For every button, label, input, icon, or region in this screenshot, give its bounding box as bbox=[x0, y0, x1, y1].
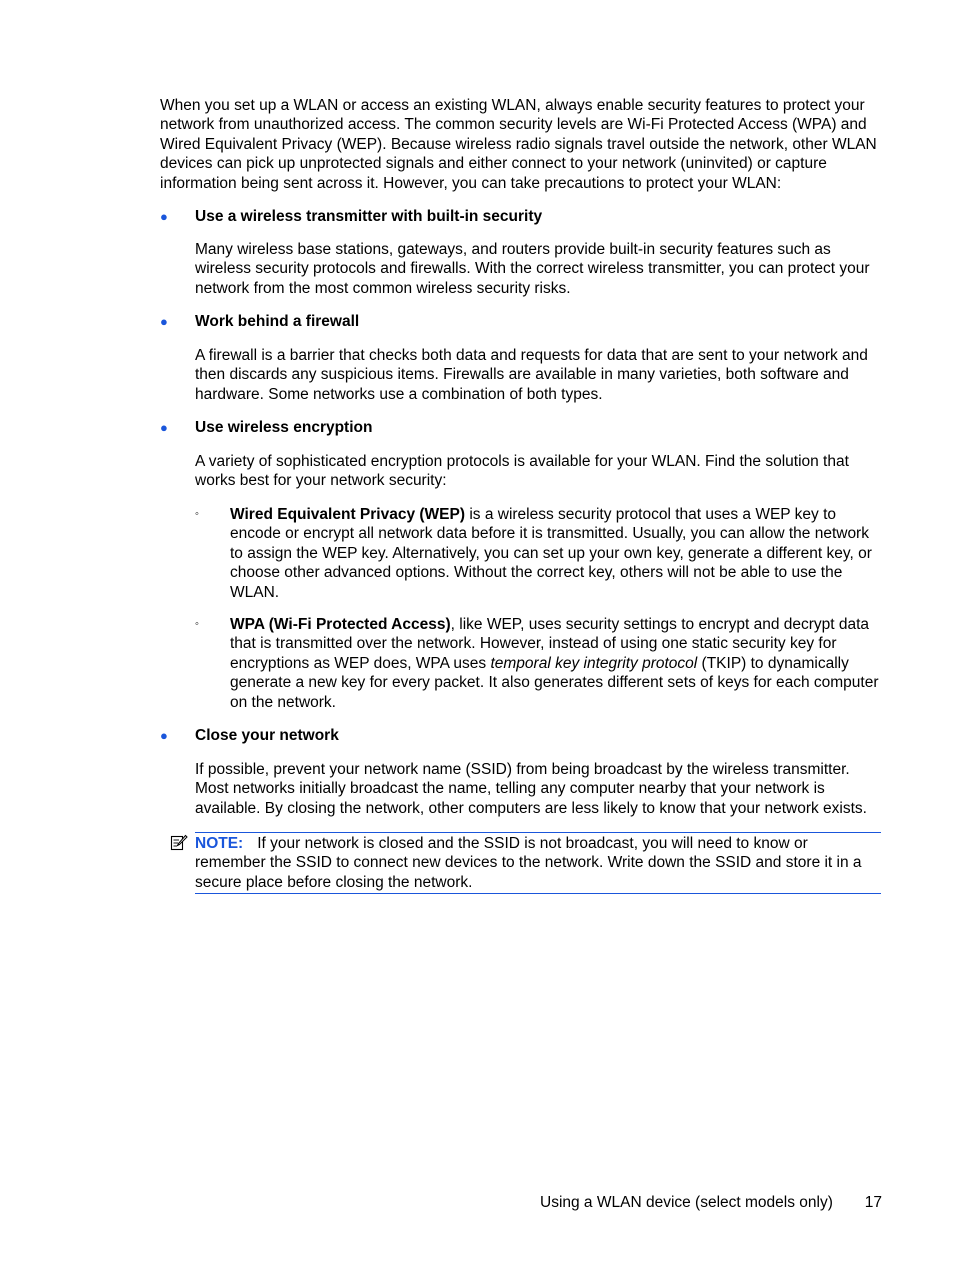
page-number: 17 bbox=[864, 1194, 882, 1211]
bullet-body: Many wireless base stations, gateways, and routers provide built-in security features such as wireless security protocols and firewalls. With the correct wireless transmitter, you can protect your network from the most common wireless security risks. bbox=[195, 241, 870, 297]
sub-item-term: WPA (Wi-Fi Protected Access) bbox=[230, 616, 451, 633]
bullet-heading: Use wireless encryption bbox=[195, 419, 373, 436]
bullet-body: If possible, prevent your network name (SSID) from being broadcast by the wireless transmitter. Most networks initially broadcast the name, telling any computer nearby that your network is available. By closing the network, other computers are less likely to know that your network exists. bbox=[195, 761, 867, 817]
sub-item-text bbox=[230, 505, 882, 602]
bullet-icon: ● bbox=[160, 420, 168, 435]
bullet-icon: ● bbox=[160, 314, 168, 329]
sub-item-italic: temporal key integrity protocol bbox=[490, 654, 698, 672]
sub-bullet-icon: ◦ bbox=[195, 618, 199, 630]
note-pencil-icon bbox=[170, 834, 188, 852]
bullet-icon: ● bbox=[160, 209, 168, 224]
note-box bbox=[195, 832, 881, 894]
bullet-heading: Work behind a firewall bbox=[195, 313, 360, 330]
footer-section-title: Using a WLAN device (select models only) bbox=[540, 1194, 833, 1211]
sub-item-term: Wired Equivalent Privacy (WEP) bbox=[230, 506, 466, 523]
bullet-heading: Use a wireless transmitter with built-in security bbox=[195, 208, 543, 225]
intro-paragraph: When you set up a WLAN or access an existing WLAN, always enable security features to protect your network from unauthorized access. The common security levels are Wi-Fi Protected Access (WPA) and Wired Equivalent Privacy (WEP). Because wireless radio signals travel outside the network, other WLAN devices can pick up unprotected signals and either connect to your network (uninvited) or capture information being sent across it. However, you can take precautions to protect your WLAN: bbox=[160, 97, 877, 192]
sub-item-text bbox=[230, 615, 882, 712]
sub-item-desc-a: , like WEP, uses security settings to encrypt and decrypt data that is transmitted over the network. However, instead of using one static security key for encryptions as WEP does, WPA uses bbox=[230, 616, 870, 672]
sub-bullet-icon: ◦ bbox=[195, 508, 199, 520]
note-label: NOTE: bbox=[195, 835, 244, 852]
bullet-body: A firewall is a barrier that checks both data and requests for data that are sent to your network and then discards any suspicious items. Firewalls are available in many varieties, both software and hardware. Some networks use a combination of both types. bbox=[195, 347, 868, 403]
page-footer bbox=[540, 1193, 882, 1212]
bullet-body: A variety of sophisticated encryption protocols is available for your WLAN. Find the solution that works best for your network security: bbox=[195, 453, 849, 490]
sub-item-desc-b: (TKIP) to dynamically generate a new key for every packet. It also generates different sets of keys for each computer on the network. bbox=[230, 654, 879, 711]
note-text: If your network is closed and the SSID is not broadcast, you will need to know or remember the SSID to connect new devices to the network. Write down the SSID and store it in a secure place before closing the network. bbox=[195, 835, 862, 891]
sub-item-desc: is a wireless security protocol that uses a WEP key to encode or encrypt all network data before it is transmitted. Usually, you can allow the network to assign the WEP key. Alternatively, you can set up your own key, generate a different key, or choose other advanced options. Without the correct key, others will not be able to use the WLAN. bbox=[230, 506, 872, 601]
bullet-icon: ● bbox=[160, 728, 168, 743]
bullet-heading: Close your network bbox=[195, 727, 339, 744]
